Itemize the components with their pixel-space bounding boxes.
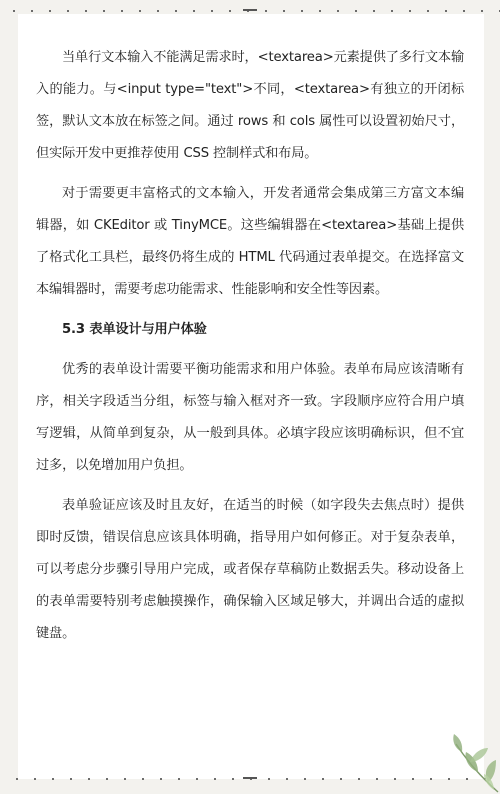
leaf-sprig-icon (410, 714, 500, 794)
paragraph-form-validation: 表单验证应该及时且友好，在适当的时候（如字段失去焦点时）提供即时反馈，错误信息应该具体明确，指导用户如何修正。对于复杂表单，可以考虑分步骤引导用户完成，或者保存草稿防止数据丢失。移动设备上的表单需要特别考虑触摸操作，确保输入区域足够大，并调出合适的虚拟键盘。 (36, 498, 464, 641)
paragraph-rich-text-editors: 对于需要更丰富格式的文本输入，开发者通常会集成第三方富文本编辑器，如 CKEditor 或 TinyMCE。这些编辑器在<textarea>基础上提供了格式化工具栏，最终仍将生成的 HTML 代码通过表单提交。在选择富文本编辑器时，需要考虑功能需求、性能影响和安全性等因素。 (36, 186, 464, 297)
top-center-dash (243, 9, 257, 11)
section-heading: 5.3 表单设计与用户体验 (62, 322, 207, 337)
paragraph-textarea-intro: 当单行文本输入不能满足需求时，<textarea>元素提供了多行文本输入的能力。与<input type="text">不同，<textarea>有独立的开闭标签，默认文本放在标签之间。通过 rows 和 cols 属性可以设置初始尺寸，但实际开发中更推荐使用 CSS 控制样式和布局。 (36, 50, 464, 161)
paragraph-form-layout: 优秀的表单设计需要平衡功能需求和用户体验。表单布局应该清晰有序，相关字段适当分组，标签与输入框对齐一致。字段顺序应符合用户填写逻辑，从简单到复杂，从一般到具体。必填字段应该明确标识，但不宜过多，以免增加用户负担。 (36, 362, 464, 473)
document-body (36, 42, 464, 650)
bottom-center-dash (243, 777, 257, 779)
